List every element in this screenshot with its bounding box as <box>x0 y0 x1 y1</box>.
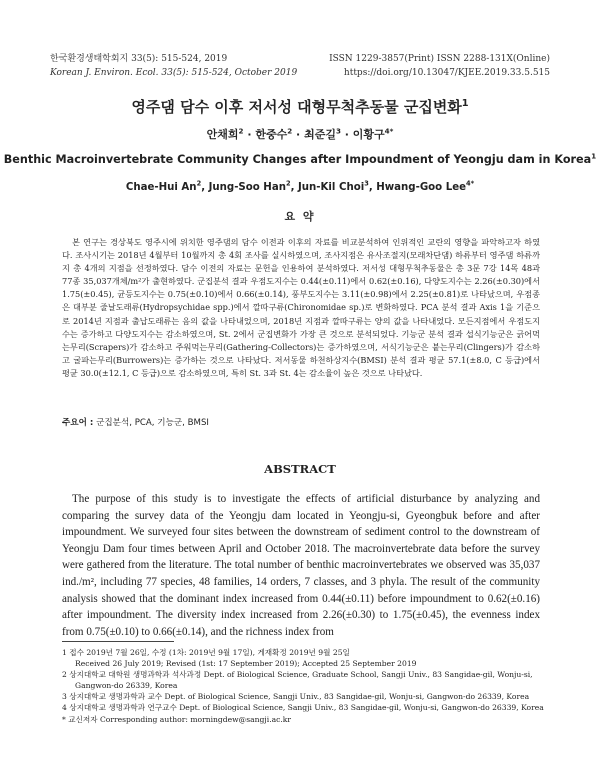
footnote-text-continued: Gangwon-do 26339, Korea <box>75 681 178 691</box>
footnote-text: 상지대학교 생명과학과 연구교수 Dept. of Biological Science, Sangji Univ., 83 Sangidae-gil, Wonju-si, Gangwon-do 26339, Korea <box>69 703 544 713</box>
author-en-affiliation: 2 <box>196 179 202 188</box>
paper-title-ko-text: 영주댐 담수 이후 저서성 대형무척추동물 군집변화 <box>131 98 462 116</box>
footnote-mark: 2 <box>62 670 67 680</box>
footnote-mark: 3 <box>62 692 67 702</box>
author-list-ko <box>0 126 600 142</box>
footnote-mark: * <box>62 714 66 724</box>
author-list-en <box>0 179 600 193</box>
footnote <box>62 702 552 713</box>
author-en: Jung-Soo Han <box>208 182 286 193</box>
footnote <box>62 647 552 669</box>
author-ko: 한중수 <box>255 128 288 141</box>
author-separator: , <box>368 182 377 193</box>
abstract-ko-heading: 요 약 <box>284 210 316 223</box>
footnote-mark: 4 <box>62 703 67 713</box>
author-ko: 최준길 <box>304 128 336 141</box>
author-ko: 이황구 <box>352 128 385 141</box>
footnote-text: 상지대학교 대학원 생명과학과 석사과정 Dept. of Biological Science, Graduate School, Sangji Univ., 83 Sangidae-gil, Wonju-si, <box>69 670 533 680</box>
author-separator: · <box>344 128 353 141</box>
abstract-ko-body: 본 연구는 경상북도 영주시에 위치한 영주댐의 담수 이전과 이후의 자료를 비교분석하여 인위적인 교란의 영향을 파악하고자 하였다. 조사시기는 2018년 4월부터 10월까지 총 4회 조사를 실시하였으며, 조사지점은 유사조절지(모래차단댐) 하류부터 영주댐 하류까지 총 4개의 지점을 선정하였다. 담수 이전의 자료는 문헌을 인용하여 분석하였다. 저서성 대형무척추동물은 총 3문 7강 14목 48과 77종 35,037개체/m²가 출현하였다. 군집분석 결과 우점도지수는 0.44(±0.11)에서 0.62(±0.16), 다양도지수는 2.26(±0.30)에서 1.75(±0.45), 균등도지수는 0.75(±0.10)에서 0.66(±0.14), 풍부도지수는 3.11(±0.98)에서 2.25(±0.81)로 나타났으며, 우점종은 대부분 줄날도래류(Hydropsychidae spp.)에서 깔따구류(Chironomidae sp.)로 변화하였다. PCA 분석 결과 Axis 1을 기준으로 2014년 지점과 출납도래류는 음의 값을 나타내었으며, 2018년 지점과 깔따구류는 양의 값을 나타내었다. 모든지점에서 우점도지수는 증가하고 다양도지수는 감소하였으며, St. 2에서 군집변화가 가장 큰 것으로 분석되었다. 기능군 분석 결과 섭식기능군은 긁어먹는무리(Scrapers)가 감소하고 주워먹는무리(Gathering-Collectors)는 증가하였으며, 서식기능군은 붙는무리(Clingers)가 감소하고 굴파는무리(Burrowers)는 증가하는 것으로 나타났다. 저서동물 하천하상지수(BMSI) 분석 결과 평균 57.1(±8.0, C 등급)에서 평균 30.0(±12.1, C 등급)으로 감소하였으며, 특히 St. 3과 St. 4는 감소율이 높은 것으로 나타났다. <box>62 237 540 378</box>
author-en: Hwang-Goo Lee <box>376 182 467 193</box>
author-separator: · <box>247 128 256 141</box>
author-ko-affiliation: 2 <box>287 126 293 136</box>
author-ko-affiliation: 4* <box>384 126 394 136</box>
title-en-footnote-mark: 1 <box>591 151 597 161</box>
author-en-affiliation: 2 <box>285 179 291 188</box>
journal-citation-ko: 한국환경생태학회지 33(5): 515-524, 2019 <box>50 54 228 64</box>
journal-citation-en: Korean J. Environ. Ecol. 33(5): 515-524, October 2019 <box>50 68 298 78</box>
paper-title-en-text: Benthic Macroinvertebrate Community Changes after Impoundment of Yeongju dam in Korea <box>3 153 592 166</box>
footnote-text-continued: Received 26 July 2019; Revised (1st: 17 September 2019); Accepted 25 September 2019 <box>75 659 417 669</box>
paper-title-ko <box>0 96 600 117</box>
footnote <box>62 669 552 691</box>
issn: ISSN 1229-3857(Print) ISSN 2288-131X(Online) <box>329 54 550 64</box>
author-ko-affiliation: 3 <box>335 126 341 136</box>
footnote-text: 교신저자 Corresponding author: morningdew@sangji.ac.kr <box>68 714 292 724</box>
abstract-en-body: The purpose of this study is to investigate the effects of artificial disturbance by analyzing and comparing the survey data of the Yeongju dam located in Yeongju-si, Gyeongbuk before and after impoundment. We surveyed four sites between the downstream of sediment control to the downstream of Yeongju Dam four times between April and October 2018. The macroinvertebrate data before the survey were gathered from the literature. The total number of benthic macroinvertebrates we observed was 35,037 ind./m², including 77 species, 48 families, 14 orders, 7 classes, and 3 phyla. The result of the community analysis showed that the dominant index increased from 0.44(±0.11) before impoundment to 0.62(±0.16) after impoundment. The diversity index increased from 2.26(±0.30) to 1.75(±0.45), the evenness index from 0.75(±0.10) to 0.66(±0.14), and the richness index from <box>62 493 540 638</box>
footnotes <box>62 647 552 725</box>
footnote-mark: 1 <box>62 648 67 657</box>
footnote-text: 상지대학교 생명과학과 교수 Dept. of Biological Science, Sangji Univ., 83 Sangidae-gil, Wonju-si, Gangwon-do 26339, Korea <box>69 692 530 702</box>
footnote-divider <box>62 641 174 642</box>
doi-link[interactable]: https://doi.org/10.13047/KJEE.2019.33.5.515 <box>343 68 550 78</box>
keywords-list: 군집분석, PCA, 기능군, BMSI <box>96 418 209 428</box>
author-ko-affiliation: 2 <box>238 126 244 136</box>
footnote-text: 접수 2019년 7월 26일, 수정 (1차: 2019년 9월 17일), 게재확정 2019년 9월 25일 <box>69 648 350 657</box>
author-en: Chae-Hui An <box>125 182 197 193</box>
keywords-label: 주요어 : <box>62 418 94 428</box>
author-en-affiliation: 4* <box>466 179 475 188</box>
footnote <box>62 691 552 702</box>
author-separator: , <box>201 182 209 193</box>
keywords <box>62 416 540 428</box>
author-ko: 안채희 <box>206 128 239 141</box>
abstract-en-heading: ABSTRACT <box>264 462 336 476</box>
footnote <box>62 714 552 725</box>
author-en-affiliation: 3 <box>364 179 369 188</box>
journal-identifiers <box>329 52 550 80</box>
journal-citation <box>50 52 297 80</box>
author-separator: , <box>290 182 299 193</box>
paper-title-en <box>0 153 600 166</box>
author-en: Jun-Kil Choi <box>298 182 365 193</box>
author-separator: · <box>296 128 305 141</box>
title-ko-footnote-mark: 1 <box>461 98 469 109</box>
